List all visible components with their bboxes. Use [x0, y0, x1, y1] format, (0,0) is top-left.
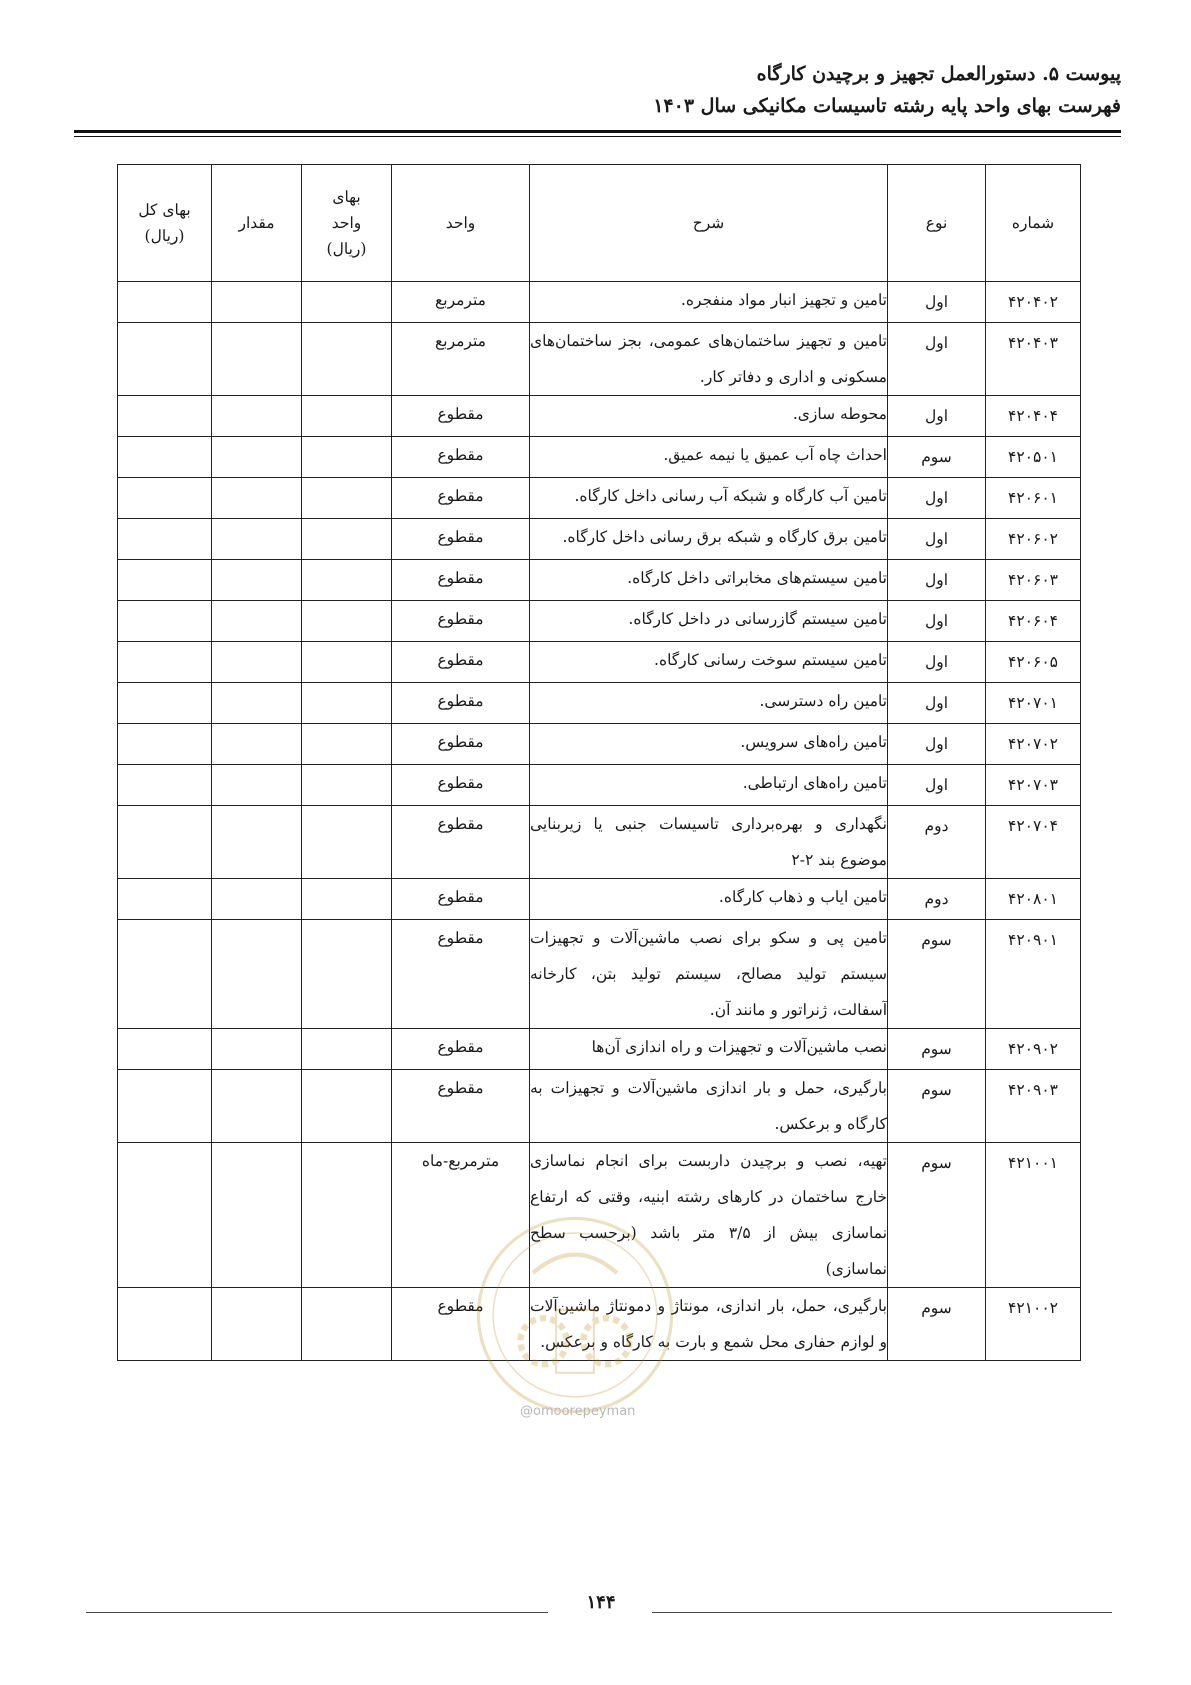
item-number: ۴۲۰۶۰۱	[986, 478, 1081, 519]
table-row	[118, 323, 1081, 396]
quantity-cell	[212, 519, 302, 560]
total-price-cell	[118, 879, 212, 920]
unit-price-cell	[302, 683, 392, 724]
total-price-cell	[118, 323, 212, 396]
item-description: تامین سیستم گازرسانی در داخل کارگاه.	[530, 601, 888, 642]
table-row	[118, 437, 1081, 478]
footer-rule-left	[86, 1612, 548, 1613]
unit-price-cell	[302, 323, 392, 396]
item-number: ۴۲۱۰۰۱	[986, 1143, 1081, 1288]
footer-rule-right	[652, 1612, 1112, 1613]
unit-price-cell	[302, 1288, 392, 1361]
item-number: ۴۲۱۰۰۲	[986, 1288, 1081, 1361]
column-header-unit: واحد	[392, 165, 530, 282]
item-unit: مقطوع	[392, 601, 530, 642]
total-price-cell	[118, 642, 212, 683]
unit-price-cell	[302, 478, 392, 519]
item-type: اول	[888, 642, 986, 683]
document-subtitle: فهرست بهای واحد پایه رشته تاسیسات مکانیکی سال ۱۴۰۳	[653, 95, 1121, 117]
item-type: دوم	[888, 879, 986, 920]
item-type: اول	[888, 765, 986, 806]
table-row	[118, 601, 1081, 642]
table-row	[118, 560, 1081, 601]
unit-price-cell	[302, 806, 392, 879]
total-price-cell	[118, 560, 212, 601]
item-type: اول	[888, 282, 986, 323]
quantity-cell	[212, 806, 302, 879]
quantity-cell	[212, 683, 302, 724]
item-type: سوم	[888, 437, 986, 478]
item-unit: مقطوع	[392, 765, 530, 806]
item-number: ۴۲۰۶۰۲	[986, 519, 1081, 560]
item-unit: مقطوع	[392, 1288, 530, 1361]
quantity-cell	[212, 879, 302, 920]
table-row	[118, 683, 1081, 724]
item-description: نگهداری و بهره‌برداری تاسیسات جنبی یا زیربنایی موضوع بند ۲-۲	[530, 806, 888, 879]
item-type: اول	[888, 601, 986, 642]
quantity-cell	[212, 642, 302, 683]
unit-price-cell	[302, 879, 392, 920]
unit-price-cell	[302, 437, 392, 478]
item-unit: مترمربع	[392, 282, 530, 323]
item-type: اول	[888, 519, 986, 560]
quantity-cell	[212, 396, 302, 437]
table-row	[118, 1143, 1081, 1288]
quantity-cell	[212, 282, 302, 323]
quantity-cell	[212, 560, 302, 601]
table-row	[118, 920, 1081, 1029]
total-price-cell	[118, 1070, 212, 1143]
quantity-cell	[212, 1143, 302, 1288]
quantity-cell	[212, 765, 302, 806]
item-description: تامین برق کارگاه و شبکه برق رسانی داخل کارگاه.	[530, 519, 888, 560]
unit-price-cell	[302, 765, 392, 806]
column-header-unit-price: بهای واحد (ریال)	[302, 165, 392, 282]
quantity-cell	[212, 601, 302, 642]
item-number: ۴۲۰۷۰۳	[986, 765, 1081, 806]
item-type: سوم	[888, 1143, 986, 1288]
table-row	[118, 282, 1081, 323]
item-unit: مقطوع	[392, 1029, 530, 1070]
item-type: سوم	[888, 1288, 986, 1361]
total-price-cell	[118, 920, 212, 1029]
page-number: ۱۴۴	[586, 1592, 616, 1613]
quantity-cell	[212, 1029, 302, 1070]
item-type: سوم	[888, 1029, 986, 1070]
item-description: تامین ایاب و ذهاب کارگاه.	[530, 879, 888, 920]
page-header	[71, 58, 1121, 122]
unit-price-cell	[302, 642, 392, 683]
total-price-cell	[118, 396, 212, 437]
table-row	[118, 806, 1081, 879]
item-unit: مترمربع	[392, 323, 530, 396]
item-unit: مقطوع	[392, 642, 530, 683]
item-description: تهیه، نصب و برچیدن داربست برای انجام نماسازی خارج ساختمان در کارهای رشته ابنیه، وقتی که ارتفاع نماسازی بیش از ۳/۵ متر باشد (برحسب سطح نماسازی)	[530, 1143, 888, 1288]
item-type: اول	[888, 396, 986, 437]
item-unit: مقطوع	[392, 437, 530, 478]
item-number: ۴۲۰۸۰۱	[986, 879, 1081, 920]
item-unit: مقطوع	[392, 560, 530, 601]
item-number: ۴۲۰۴۰۴	[986, 396, 1081, 437]
item-description: تامین راه دسترسی.	[530, 683, 888, 724]
item-number: ۴۲۰۴۰۳	[986, 323, 1081, 396]
total-price-cell	[118, 765, 212, 806]
item-unit: مقطوع	[392, 806, 530, 879]
table-row	[118, 724, 1081, 765]
unit-price-cell	[302, 724, 392, 765]
item-number: ۴۲۰۶۰۳	[986, 560, 1081, 601]
item-type: اول	[888, 323, 986, 396]
unit-price-cell	[302, 1070, 392, 1143]
total-price-cell	[118, 1288, 212, 1361]
item-type: دوم	[888, 806, 986, 879]
item-type: سوم	[888, 920, 986, 1029]
item-unit: مقطوع	[392, 724, 530, 765]
column-header-type: نوع	[888, 165, 986, 282]
header-rule-thick	[74, 130, 1121, 133]
item-type: اول	[888, 683, 986, 724]
item-description: احداث چاه آب عمیق یا نیمه عمیق.	[530, 437, 888, 478]
item-description: تامین آب کارگاه و شبکه آب رسانی داخل کارگاه.	[530, 478, 888, 519]
quantity-cell	[212, 1070, 302, 1143]
table-row	[118, 519, 1081, 560]
table-row	[118, 765, 1081, 806]
item-description: تامین و تجهیز انبار مواد منفجره.	[530, 282, 888, 323]
item-description: تامین سیستم‌های مخابراتی داخل کارگاه.	[530, 560, 888, 601]
total-price-cell	[118, 724, 212, 765]
unit-price-cell	[302, 519, 392, 560]
column-header-quantity: مقدار	[212, 165, 302, 282]
quantity-cell	[212, 323, 302, 396]
item-description: تامین راه‌های ارتباطی.	[530, 765, 888, 806]
item-number: ۴۲۰۹۰۱	[986, 920, 1081, 1029]
unit-price-cell	[302, 560, 392, 601]
unit-price-cell	[302, 920, 392, 1029]
total-price-cell	[118, 437, 212, 478]
item-number: ۴۲۰۷۰۴	[986, 806, 1081, 879]
table-row	[118, 1029, 1081, 1070]
table-row	[118, 1070, 1081, 1143]
total-price-cell	[118, 519, 212, 560]
quantity-cell	[212, 437, 302, 478]
total-price-cell	[118, 478, 212, 519]
total-price-cell	[118, 601, 212, 642]
item-unit: مقطوع	[392, 519, 530, 560]
item-number: ۴۲۰۹۰۲	[986, 1029, 1081, 1070]
item-description: تامین پی و سکو برای نصب ماشین‌آلات و تجهیزات سیستم تولید مصالح، سیستم تولید بتن، کارخانه آسفالت، ژنراتور و مانند آن.	[530, 920, 888, 1029]
watermark-handle: @omoorepeyman	[520, 1404, 636, 1419]
quantity-cell	[212, 478, 302, 519]
item-description: بارگیری، حمل و بار اندازی ماشین‌آلات و تجهیزات به کارگاه و برعکس.	[530, 1070, 888, 1143]
item-unit: مترمربع-ماه	[392, 1143, 530, 1288]
item-unit: مقطوع	[392, 478, 530, 519]
total-price-cell	[118, 1029, 212, 1070]
item-unit: مقطوع	[392, 1070, 530, 1143]
unit-price-cell	[302, 1143, 392, 1288]
column-header-number: شماره	[986, 165, 1081, 282]
item-type: سوم	[888, 1070, 986, 1143]
item-description: نصب ماشین‌آلات و تجهیزات و راه اندازی آن‌ها	[530, 1029, 888, 1070]
table-row	[118, 478, 1081, 519]
unit-price-cell	[302, 282, 392, 323]
quantity-cell	[212, 724, 302, 765]
item-description: تامین سیستم سوخت رسانی کارگاه.	[530, 642, 888, 683]
item-number: ۴۲۰۵۰۱	[986, 437, 1081, 478]
item-number: ۴۲۰۷۰۲	[986, 724, 1081, 765]
column-header-description: شرح	[530, 165, 888, 282]
total-price-cell	[118, 282, 212, 323]
item-type: اول	[888, 560, 986, 601]
table-row	[118, 1288, 1081, 1361]
unit-price-cell	[302, 396, 392, 437]
item-description: بارگیری، حمل، بار اندازی، مونتاژ و دمونتاژ ماشین‌آلات و لوازم حفاری محل شمع و بارت به کارگاه و برعکس.	[530, 1288, 888, 1361]
item-type: اول	[888, 724, 986, 765]
item-unit: مقطوع	[392, 683, 530, 724]
price-list-table	[117, 164, 1081, 1361]
total-price-cell	[118, 806, 212, 879]
unit-price-cell	[302, 1029, 392, 1070]
item-number: ۴۲۰۹۰۳	[986, 1070, 1081, 1143]
table-header-row	[118, 165, 1081, 282]
item-description: محوطه سازی.	[530, 396, 888, 437]
item-unit: مقطوع	[392, 920, 530, 1029]
table-body	[118, 282, 1081, 1361]
item-number: ۴۲۰۷۰۱	[986, 683, 1081, 724]
table-row	[118, 642, 1081, 683]
total-price-cell	[118, 1143, 212, 1288]
document-title: پیوست ۵. دستورالعمل تجهیز و برچیدن کارگاه	[756, 63, 1121, 85]
item-unit: مقطوع	[392, 879, 530, 920]
column-header-total-price: بهای کل (ریال)	[118, 165, 212, 282]
unit-price-cell	[302, 601, 392, 642]
item-description: تامین راه‌های سرویس.	[530, 724, 888, 765]
table-row	[118, 879, 1081, 920]
item-number: ۴۲۰۶۰۴	[986, 601, 1081, 642]
item-unit: مقطوع	[392, 396, 530, 437]
item-description: تامین و تجهیز ساختمان‌های عمومی، بجز ساختمان‌های مسکونی و اداری و دفاتر کار.	[530, 323, 888, 396]
item-number: ۴۲۰۶۰۵	[986, 642, 1081, 683]
quantity-cell	[212, 920, 302, 1029]
total-price-cell	[118, 683, 212, 724]
header-rule-thin	[74, 136, 1121, 137]
item-number: ۴۲۰۴۰۲	[986, 282, 1081, 323]
item-type: اول	[888, 478, 986, 519]
quantity-cell	[212, 1288, 302, 1361]
table-row	[118, 396, 1081, 437]
